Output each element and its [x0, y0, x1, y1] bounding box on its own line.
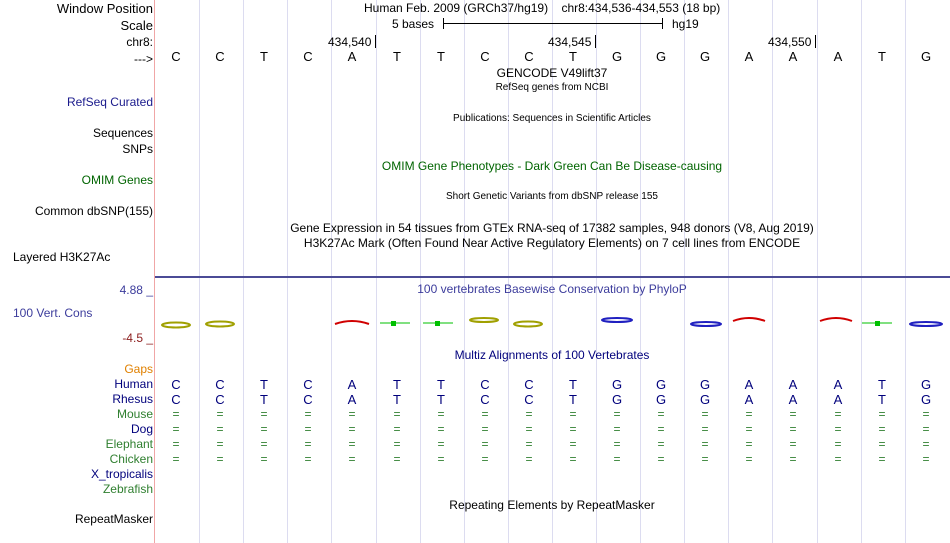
alignment-base: = [216, 452, 224, 466]
alignment-base: C [480, 377, 490, 392]
alignment-base: = [789, 422, 797, 436]
multiz-track-title[interactable]: Multiz Alignments of 100 Vertebrates [454, 348, 650, 362]
scale-label: Scale [120, 18, 153, 33]
alignment-base: G [699, 392, 711, 407]
alignment-base: = [260, 407, 268, 421]
alignment-base: = [878, 422, 886, 436]
scale-text: 5 bases [392, 17, 435, 31]
dna-base: A [347, 49, 357, 64]
alignment-base: = [525, 452, 533, 466]
alignment-base: = [922, 407, 930, 421]
alignment-base: = [172, 407, 180, 421]
species-label[interactable]: X_tropicalis [90, 467, 153, 481]
alignment-base: = [393, 407, 401, 421]
species-label[interactable]: Chicken [109, 452, 153, 466]
track-separator [155, 276, 950, 278]
grid-line [905, 0, 906, 543]
gaps-label[interactable]: Gaps [124, 362, 153, 376]
alignment-base: = [657, 437, 665, 451]
alignment-base: A [347, 392, 357, 407]
alignment-base: = [393, 422, 401, 436]
dna-base: G [699, 49, 711, 64]
alignment-base: = [745, 452, 753, 466]
phylop-mark [206, 322, 234, 327]
alignment-base: = [613, 422, 621, 436]
dna-base: T [437, 49, 445, 64]
alignment-base: = [834, 407, 842, 421]
alignment-base: = [525, 422, 533, 436]
alignment-base: C [303, 377, 313, 392]
grid-line [420, 0, 421, 543]
alignment-base: = [745, 437, 753, 451]
dna-base: G [611, 49, 623, 64]
dna-base: A [744, 49, 754, 64]
alignment-base: = [348, 422, 356, 436]
grid-line [464, 0, 465, 543]
alignment-base: = [569, 437, 577, 451]
alignment-base: G [920, 377, 932, 392]
alignment-base: C [215, 377, 225, 392]
alignment-base: G [611, 377, 623, 392]
alignment-base: C [215, 392, 225, 407]
alignment-base: = [172, 422, 180, 436]
strand-label: ---> [134, 52, 153, 66]
alignment-base: C [524, 377, 534, 392]
phylop-mark [162, 323, 190, 328]
alignment-base: = [260, 452, 268, 466]
alignment-base: A [788, 377, 798, 392]
scale-bar-left-tick [443, 18, 444, 29]
alignment-base: = [922, 422, 930, 436]
phylop-mark [470, 318, 498, 322]
species-label[interactable]: Dog [130, 422, 153, 436]
alignment-base: = [437, 437, 445, 451]
alignment-base: = [834, 422, 842, 436]
phylop-mark [733, 318, 765, 321]
alignment-base: = [393, 437, 401, 451]
alignment-base: T [569, 377, 577, 392]
chrom-label: chr8: [126, 35, 153, 49]
alignment-base: = [789, 407, 797, 421]
alignment-base: = [172, 452, 180, 466]
gtex-track-title[interactable]: Gene Expression in 54 tissues from GTEx RNA-seq of 17382 samples, 948 donors (V8, Aug 2019) [290, 221, 814, 235]
alignment-base: = [613, 452, 621, 466]
alignment-base: T [878, 392, 886, 407]
alignment-base: G [611, 392, 623, 407]
phylop-min-label: -4.5 _ [122, 331, 153, 345]
alignment-base: T [393, 377, 401, 392]
dna-base: A [788, 49, 798, 64]
alignment-base: C [303, 392, 313, 407]
alignment-base: = [437, 452, 445, 466]
alignment-base: = [216, 407, 224, 421]
coord-tick-label: 434,540 [328, 35, 372, 49]
alignment-base: = [304, 422, 312, 436]
alignment-base: = [701, 407, 709, 421]
coord-tick [595, 35, 596, 48]
species-label[interactable]: Elephant [105, 437, 153, 451]
species-label[interactable]: Zebrafish [102, 482, 153, 496]
alignment-base: T [260, 377, 268, 392]
dna-base: T [878, 49, 886, 64]
alignment-base: = [304, 437, 312, 451]
coord-tick-label: 434,545 [548, 35, 592, 49]
alignment-base: = [878, 437, 886, 451]
alignment-base: = [878, 407, 886, 421]
grid-line [728, 0, 729, 543]
alignment-base: = [834, 452, 842, 466]
alignment-base: C [171, 392, 181, 407]
alignment-base: = [569, 452, 577, 466]
dbsnp-track-title[interactable]: Short Genetic Variants from dbSNP release 155 [446, 191, 658, 202]
species-label[interactable]: Mouse [116, 407, 153, 421]
grid-line [772, 0, 773, 543]
alignment-base: = [569, 407, 577, 421]
alignment-base: T [437, 377, 445, 392]
label-column-divider [154, 0, 155, 543]
phylop-mark [910, 322, 942, 326]
alignment-base: T [260, 392, 268, 407]
alignment-base: = [657, 422, 665, 436]
alignment-base: = [701, 452, 709, 466]
alignment-base: T [437, 392, 445, 407]
h3k27ac-track-title[interactable]: H3K27Ac Mark (Often Found Near Active Regulatory Elements) on 7 cell lines from ENCODE [303, 236, 801, 250]
alignment-base: = [172, 437, 180, 451]
phylop-mark [391, 321, 396, 326]
species-label[interactable]: Human [114, 377, 153, 391]
alignment-base: = [922, 437, 930, 451]
alignment-base: = [348, 452, 356, 466]
phylop-mark [514, 322, 542, 327]
alignment-base: = [657, 407, 665, 421]
dna-base: G [920, 49, 932, 64]
alignment-base: C [524, 392, 534, 407]
grid-line [817, 0, 818, 543]
alignment-base: = [613, 437, 621, 451]
alignment-base: = [701, 437, 709, 451]
phylop-mark [820, 318, 852, 321]
alignment-base: A [744, 392, 754, 407]
snps-label[interactable]: SNPs [122, 142, 153, 156]
scale-bar-right-tick [662, 18, 663, 29]
alignment-base: = [878, 452, 886, 466]
alignment-base: = [304, 452, 312, 466]
phylop-mark [335, 321, 369, 324]
alignment-base: G [920, 392, 932, 407]
coord-tick-label: 434,550 [768, 35, 812, 49]
sequences-label[interactable]: Sequences [92, 126, 153, 140]
alignment-base: = [481, 452, 489, 466]
alignment-base: = [834, 437, 842, 451]
alignment-base: A [833, 392, 843, 407]
alignment-base: = [481, 437, 489, 451]
alignment-base: = [216, 422, 224, 436]
layered-h3k27ac-label[interactable]: Layered H3K27Ac [13, 250, 111, 264]
dna-base: G [655, 49, 667, 64]
refseq-curated-label[interactable]: RefSeq Curated [66, 95, 153, 109]
alignment-base: = [260, 437, 268, 451]
omim-track-title[interactable]: OMIM Gene Phenotypes - Dark Green Can Be Disease-causing [381, 159, 723, 173]
publications-track-title[interactable]: Publications: Sequences in Scientific Articles [453, 113, 651, 124]
dna-base: T [569, 49, 577, 64]
dna-base: T [260, 49, 268, 64]
alignment-base: = [348, 437, 356, 451]
alignment-base: A [788, 392, 798, 407]
dna-base: A [833, 49, 843, 64]
alignment-base: = [260, 422, 268, 436]
grid-line [199, 0, 200, 543]
alignment-base: = [348, 407, 356, 421]
repeatmasker-label[interactable]: RepeatMasker [74, 512, 153, 526]
omim-genes-label[interactable]: OMIM Genes [81, 173, 153, 187]
alignment-base: T [878, 377, 886, 392]
alignment-base: = [569, 422, 577, 436]
alignment-base: T [569, 392, 577, 407]
alignment-base: = [525, 437, 533, 451]
alignment-base: A [744, 377, 754, 392]
phylop-mark [875, 321, 880, 326]
dna-base: C [171, 49, 181, 64]
alignment-base: = [481, 422, 489, 436]
dna-base: C [524, 49, 534, 64]
grid-line [376, 0, 377, 543]
alignment-base: = [745, 422, 753, 436]
alignment-base: G [699, 377, 711, 392]
grid-line [861, 0, 862, 543]
phylop-max-label: 4.88 _ [119, 283, 153, 297]
phylop-mark [602, 318, 632, 322]
alignment-base: = [789, 437, 797, 451]
dna-base: T [393, 49, 401, 64]
alignment-base: = [481, 407, 489, 421]
phylop-track-title[interactable]: 100 vertebrates Basewise Conservation by PhyloP [417, 282, 687, 296]
alignment-base: = [922, 452, 930, 466]
gencode-track-title[interactable]: GENCODE V49lift37 [496, 66, 608, 80]
grid-line [243, 0, 244, 543]
alignment-base: = [393, 452, 401, 466]
alignment-base: G [655, 392, 667, 407]
phylop-track-label[interactable]: 100 Vert. Cons [13, 306, 93, 320]
alignment-base: A [347, 377, 357, 392]
repeatmasker-track-title[interactable]: Repeating Elements by RepeatMasker [449, 498, 655, 512]
coord-tick [815, 35, 816, 48]
alignment-base: T [393, 392, 401, 407]
assembly-title: Human Feb. 2009 (GRCh37/hg19) chr8:434,536-434,553 (18 bp) [364, 1, 721, 15]
alignment-base: = [745, 407, 753, 421]
window-position-label: Window Position [56, 1, 153, 16]
dna-base: C [480, 49, 490, 64]
alignment-base: = [437, 407, 445, 421]
alignment-base: C [171, 377, 181, 392]
grid-line [331, 0, 332, 543]
alignment-base: = [701, 422, 709, 436]
grid-line [287, 0, 288, 543]
alignment-base: C [480, 392, 490, 407]
common-dbsnp-label[interactable]: Common dbSNP(155) [34, 204, 153, 218]
alignment-base: A [833, 377, 843, 392]
alignment-base: = [789, 452, 797, 466]
phylop-graph [155, 312, 950, 332]
alignment-base: = [613, 407, 621, 421]
alignment-base: = [657, 452, 665, 466]
phylop-mark [435, 321, 440, 326]
scale-db: hg19 [672, 17, 699, 31]
species-label[interactable]: Rhesus [112, 392, 153, 406]
scale-bar [443, 23, 662, 24]
alignment-base: G [655, 377, 667, 392]
grid-line [640, 0, 641, 543]
alignment-base: = [525, 407, 533, 421]
coord-tick [375, 35, 376, 48]
dna-base: C [303, 49, 313, 64]
phylop-mark [691, 322, 721, 326]
refseq-track-subtitle[interactable]: RefSeq genes from NCBI [495, 82, 609, 93]
dna-base: C [215, 49, 225, 64]
alignment-base: = [437, 422, 445, 436]
alignment-base: = [216, 437, 224, 451]
alignment-base: = [304, 407, 312, 421]
grid-line [684, 0, 685, 543]
